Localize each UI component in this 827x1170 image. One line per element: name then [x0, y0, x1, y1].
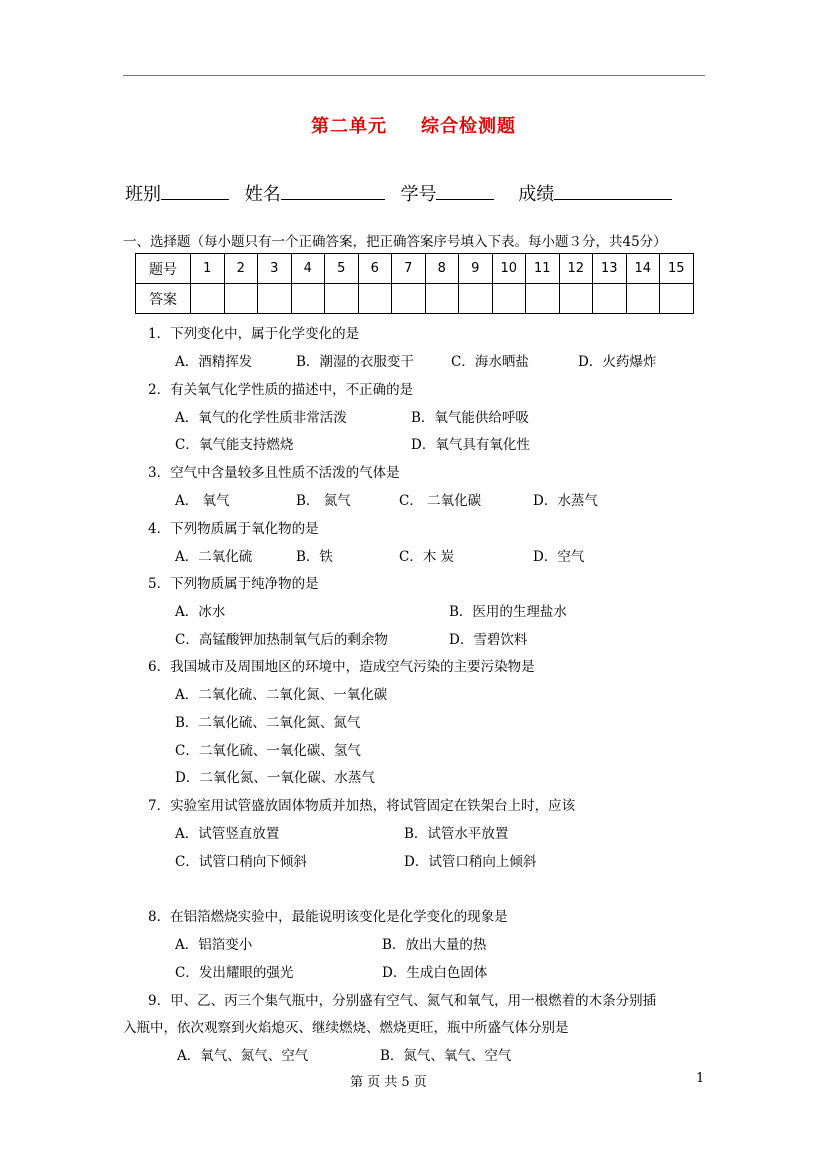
title-name: 综合检测题: [421, 116, 516, 137]
q7-option-c: C．试管口稍向下倾斜: [175, 854, 307, 870]
q8-stem: 8．在铝箔燃烧实验中，最能说明该变化是化学变化的现象是: [148, 909, 508, 925]
answer-cell[interactable]: [392, 284, 426, 314]
q3-option-a: A． 氧气: [175, 493, 230, 509]
q3-option-c: C． 二氧化碳: [399, 493, 482, 509]
q9-stem-line2: 入瓶中，依次观察到火焰熄灭、继续燃烧、燃烧更旺，瓶中所盛气体分别是: [123, 1020, 569, 1036]
q1-stem: 1．下列变化中，属于化学变化的是: [148, 326, 360, 342]
q2-stem: 2．有关氧气化学性质的描述中，不正确的是: [148, 382, 414, 398]
question-number: 10: [492, 254, 526, 284]
answer-cell[interactable]: [291, 284, 325, 314]
q4-option-a: A．二氧化硫: [175, 549, 253, 565]
class-label: 班别: [125, 184, 161, 205]
question-number: 15: [660, 254, 694, 284]
answer-cell[interactable]: [526, 284, 560, 314]
question-number: 5: [325, 254, 359, 284]
q6-option-a: A．二氧化硫、二氧化氮、一氧化碳: [175, 687, 388, 703]
q6-option-b: B．二氧化硫、二氧化氮、氮气: [175, 715, 361, 731]
id-blank[interactable]: [436, 185, 494, 200]
q9-option-b: B．氮气、氧气、空气: [380, 1048, 512, 1064]
q1-option-a: A．酒精挥发: [175, 354, 253, 370]
answer-cell[interactable]: [660, 284, 694, 314]
q2-option-d: D．氧气具有氧化性: [411, 437, 530, 453]
answer-cell[interactable]: [224, 284, 258, 314]
q8-option-c: C．发出耀眼的强光: [175, 965, 294, 981]
q3-option-b: B． 氮气: [296, 493, 351, 509]
question-number: 4: [291, 254, 325, 284]
q2-option-c: C．氧气能支持燃烧: [175, 437, 294, 453]
q7-option-b: B．试管水平放置: [404, 826, 509, 842]
question-number: 14: [626, 254, 660, 284]
q5-option-a: A．冰水: [175, 604, 226, 620]
question-number: 12: [559, 254, 593, 284]
q5-stem: 5．下列物质属于纯净物的是: [148, 576, 319, 592]
q1-option-d: D．火药爆炸: [578, 354, 657, 370]
page-footer: 第 页 共 5 页: [350, 1075, 427, 1090]
q8-option-d: D．生成白色固体: [382, 965, 488, 981]
q9-stem-line1: 9．甲、乙、丙三个集气瓶中，分别盛有空气、氮气和氧气，用一根燃着的木条分别插: [148, 993, 657, 1009]
q3-option-d: D．水蒸气: [533, 493, 598, 509]
q4-option-d: D．空气: [533, 549, 585, 565]
answer-cell[interactable]: [191, 284, 225, 314]
q2-option-b: B．氧气能供给呼吸: [411, 410, 529, 426]
q1-option-c: C．海水晒盐: [451, 354, 529, 370]
answer-cell[interactable]: [593, 284, 627, 314]
score-label: 成绩: [518, 184, 555, 205]
section-header: 一、选择题（每小题只有一个正确答案，把正确答案序号填入下表。每小题３分，共45分）: [123, 234, 667, 250]
score-blank[interactable]: [554, 185, 672, 200]
answer-cell[interactable]: [459, 284, 493, 314]
answer-cell[interactable]: [626, 284, 660, 314]
q5-option-b: B．医用的生理盐水: [449, 604, 567, 620]
q7-option-a: A．试管竖直放置: [175, 826, 280, 842]
q3-stem: 3．空气中含量较多且性质不活泼的气体是: [148, 465, 400, 481]
question-number: 2: [224, 254, 258, 284]
q6-stem: 6．我国城市及周围地区的环境中，造成空气污染的主要污染物是: [148, 659, 535, 675]
q8-option-a: A．铝箔变小: [175, 937, 253, 953]
q5-option-d: D．雪碧饮料: [449, 632, 528, 648]
answer-cell[interactable]: [258, 284, 292, 314]
page-title: [0, 112, 827, 138]
question-number: 1: [191, 254, 225, 284]
name-label: 姓名: [244, 184, 281, 205]
answer-cell[interactable]: [492, 284, 526, 314]
question-number: 13: [593, 254, 627, 284]
question-number: 3: [258, 254, 292, 284]
q4-option-c: C．木 炭: [399, 549, 455, 565]
answer-row: [136, 284, 694, 314]
page-number: 1: [696, 1071, 705, 1086]
q1-option-b: B．潮湿的衣服变干: [296, 354, 414, 370]
question-number: 8: [425, 254, 459, 284]
number-row-label: 题号: [136, 254, 191, 284]
header-rule: [123, 75, 705, 76]
answer-cell[interactable]: [559, 284, 593, 314]
id-label: 学号: [400, 184, 437, 205]
q5-option-c: C．高锰酸钾加热制氧气后的剩余物: [175, 632, 388, 648]
question-number: 6: [358, 254, 392, 284]
class-blank[interactable]: [161, 185, 229, 200]
question-number: 9: [459, 254, 493, 284]
q7-option-d: D．试管口稍向上倾斜: [404, 854, 537, 870]
number-row: [136, 254, 694, 284]
q6-option-d: D．二氧化氮、一氧化碳、水蒸气: [175, 770, 375, 786]
q4-stem: 4．下列物质属于氧化物的是: [148, 521, 319, 537]
answer-row-label: 答案: [136, 284, 191, 314]
answer-table: [135, 253, 694, 314]
q7-stem: 7．实验室用试管盛放固体物质并加热，将试管固定在铁架台上时，应该: [148, 798, 576, 814]
question-number: 7: [392, 254, 426, 284]
answer-cell[interactable]: [358, 284, 392, 314]
q8-option-b: B．放出大量的热: [382, 937, 487, 953]
q2-option-a: A．氧气的化学性质非常活泼: [175, 410, 347, 426]
answer-cell[interactable]: [325, 284, 359, 314]
question-number: 11: [526, 254, 560, 284]
q6-option-c: C．二氧化硫、一氧化碳、氢气: [175, 743, 361, 759]
student-info-line: [125, 180, 672, 206]
q9-option-a: A．氧气、氮气、空气: [177, 1048, 309, 1064]
answer-cell[interactable]: [425, 284, 459, 314]
name-blank[interactable]: [281, 185, 385, 200]
q4-option-b: B．铁: [296, 549, 333, 565]
title-unit: 第二单元: [311, 116, 387, 137]
